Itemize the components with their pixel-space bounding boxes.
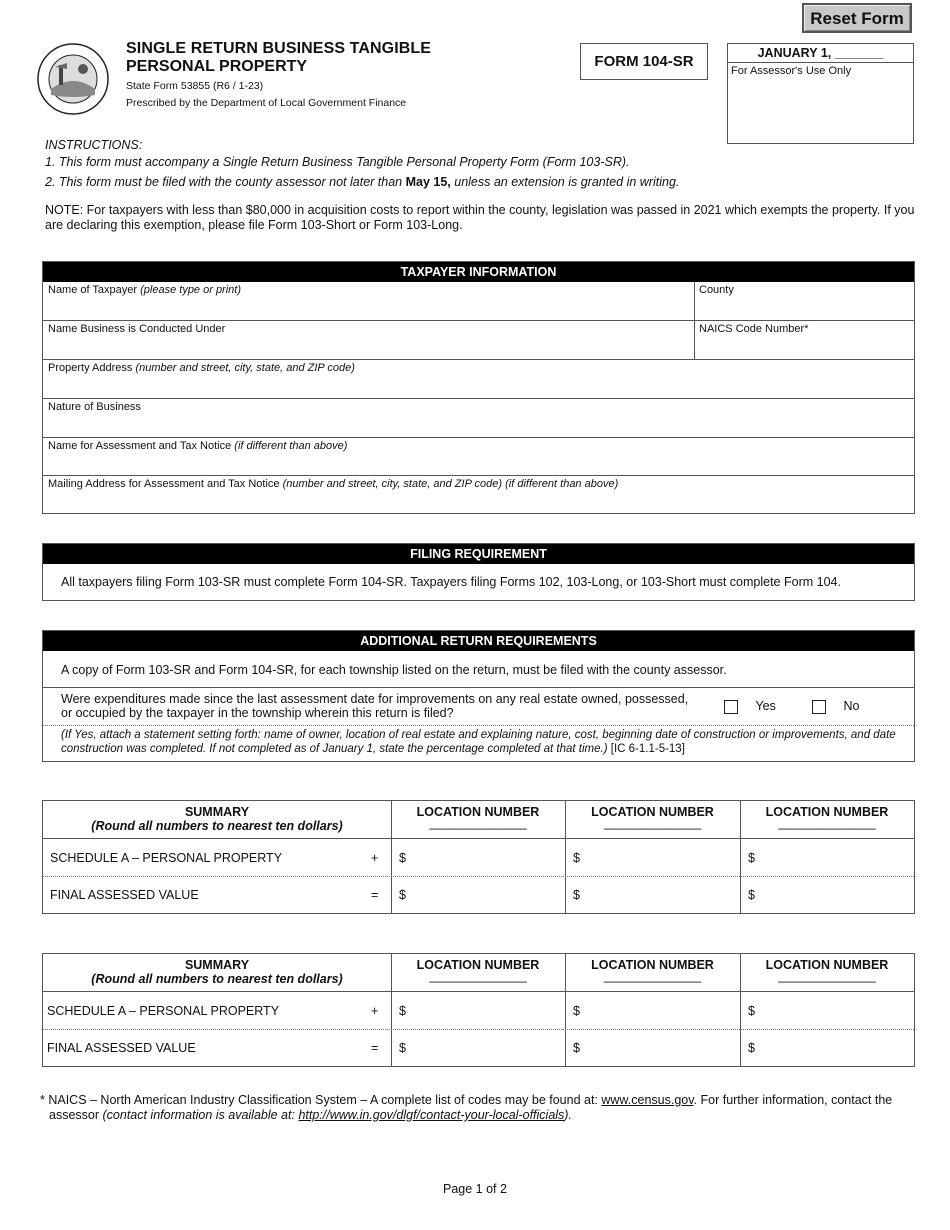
expenditures-question: Were expenditures made since the last assessment date for improvements on any real estate owned, possessed, or occupied by the taxpayer in the township wherein this return is filed? — [61, 692, 689, 720]
naics-footnote — [40, 1093, 919, 1123]
location-number-line: ______________ — [778, 969, 876, 983]
mailing-address-note: (number and street, city, state, and ZIP code) (if different than above) — [282, 478, 619, 490]
schedule-a-value-1[interactable]: $ — [399, 1004, 406, 1018]
copy-requirement-text: A copy of Form 103-SR and Form 104-SR, for each township listed on the return, must be filed with the county assessor. — [61, 663, 727, 677]
final-assessed-value-3[interactable]: $ — [748, 1041, 755, 1055]
schedule-a-value-3[interactable]: $ — [748, 851, 755, 865]
schedule-a-value-2[interactable]: $ — [573, 1004, 580, 1018]
summary-subtitle: (Round all numbers to nearest ten dollars) — [91, 972, 343, 986]
local-officials-link[interactable]: http://www.in.gov/dlgf/contact-your-local-officials — [298, 1108, 565, 1122]
location-number-label: LOCATION NUMBER — [591, 958, 714, 972]
location-number-header-1[interactable] — [391, 805, 565, 828]
attach-statement-italic: (If Yes, attach a statement setting forth: name of owner, location of real estate and explaining nature, cost, beginning date of construction or improvements, and date construction was completed. If not completed as of January 1, state the percentage completed at that time.) — [61, 729, 896, 755]
naics-code-label: NAICS Code Number* — [699, 323, 809, 335]
mailing-address-field[interactable] — [43, 476, 914, 513]
form-title-line1: SINGLE RETURN BUSINESS TANGIBLE — [126, 40, 432, 57]
no-checkbox[interactable] — [812, 700, 826, 714]
summary-subtitle: (Round all numbers to nearest ten dollars) — [91, 819, 343, 833]
plus-operator: + — [371, 851, 379, 865]
reset-form-button[interactable]: Reset Form — [802, 3, 912, 33]
notice-name-field[interactable] — [43, 438, 914, 475]
location-number-line: ______________ — [603, 816, 702, 830]
instruction-item-2-post: unless an extension is granted in writing. — [450, 175, 680, 189]
page-number: Page 1 of 2 — [443, 1182, 507, 1196]
assessor-use-box — [727, 43, 914, 144]
filing-requirement-section — [42, 543, 915, 601]
summary-title — [43, 805, 391, 833]
instruction-item-2 — [45, 175, 679, 189]
form-number-box: FORM 104-SR — [580, 43, 708, 80]
final-assessed-value-2[interactable]: $ — [573, 1041, 580, 1055]
additional-requirements-header: ADDITIONAL RETURN REQUIREMENTS — [43, 631, 914, 651]
footnote-italic-post: ). — [564, 1108, 572, 1122]
location-number-line: ______________ — [778, 816, 876, 830]
location-number-label: LOCATION NUMBER — [765, 805, 889, 819]
property-address-note: (number and street, city, state, and ZIP code) — [135, 362, 355, 374]
instruction-item-1: 1. This form must accompany a Single Return Business Tangible Personal Property Form (Form 103-SR). — [45, 155, 630, 169]
no-label: No — [843, 699, 860, 713]
state-form-number: State Form 53855 (R6 / 1-23) — [126, 80, 264, 92]
census-link[interactable]: www.census.gov — [601, 1093, 694, 1107]
notice-name-note: (if different than above) — [234, 440, 348, 452]
location-number-label: LOCATION NUMBER — [416, 805, 540, 819]
instruction-item-2-deadline: May 15, — [405, 175, 451, 189]
no-option[interactable] — [812, 699, 859, 714]
location-number-label: LOCATION NUMBER — [591, 805, 714, 819]
schedule-a-label: SCHEDULE A – PERSONAL PROPERTY — [47, 1004, 280, 1018]
location-number-line: ______________ — [429, 816, 527, 830]
property-address-label: Property Address — [48, 362, 136, 374]
final-assessed-value-3[interactable]: $ — [748, 888, 755, 902]
schedule-a-value-1[interactable]: $ — [399, 851, 406, 865]
attach-statement-instructions — [61, 728, 896, 756]
business-name-field[interactable] — [43, 321, 694, 359]
filing-requirement-text: All taxpayers filing Form 103-SR must complete Form 104-SR. Taxpayers filing Forms 102, 103-Long, or 103-Short must complete Form 104. — [61, 575, 841, 589]
property-address-field[interactable] — [43, 360, 914, 398]
final-assessed-value-1[interactable]: $ — [399, 1041, 406, 1055]
summary-table-2 — [42, 953, 915, 1067]
taxpayer-information-section — [42, 261, 915, 514]
yes-checkbox[interactable] — [724, 700, 738, 714]
taxpayer-name-note: (please type or print) — [140, 284, 242, 296]
location-number-header-2[interactable] — [565, 805, 740, 828]
form-title-line2: PERSONAL PROPERTY — [126, 58, 308, 75]
plus-operator: + — [371, 1004, 379, 1018]
schedule-a-label: SCHEDULE A – PERSONAL PROPERTY — [50, 851, 283, 865]
mailing-address-label: Mailing Address for Assessment and Tax Notice — [48, 478, 283, 490]
filing-requirement-header: FILING REQUIREMENT — [43, 544, 914, 564]
summary-title — [43, 958, 391, 986]
business-name-label: Name Business is Conducted Under — [48, 323, 226, 335]
naics-code-field[interactable] — [694, 321, 914, 359]
schedule-a-value-3[interactable]: $ — [748, 1004, 755, 1018]
taxpayer-name-label: Name of Taxpayer — [48, 284, 141, 296]
county-label: County — [699, 284, 734, 296]
summary-title-text: SUMMARY — [184, 958, 250, 972]
final-assessed-label: FINAL ASSESSED VALUE — [50, 888, 199, 902]
assessor-label: For Assessor's Use Only — [731, 65, 852, 77]
location-number-header-3[interactable] — [740, 805, 914, 828]
location-number-line: ______________ — [603, 969, 702, 983]
exemption-note: NOTE: For taxpayers with less than $80,000 in acquisition costs to report within the county, legislation was passed in 2021 which exempts the property. If you are declaring this exemption, please file Form 103-Short or Form 103-Long. — [45, 203, 915, 232]
yes-option[interactable] — [724, 699, 776, 714]
taxpayer-name-field[interactable] — [43, 282, 694, 320]
attach-statement-citation: [IC 6-1.1-5-13] — [607, 743, 685, 755]
instructions-heading: INSTRUCTIONS: — [45, 138, 143, 152]
notice-name-label: Name for Assessment and Tax Notice — [48, 440, 235, 452]
additional-requirements-section — [42, 630, 915, 762]
instruction-item-2-pre: 2. This form must be filed with the county assessor not later than — [45, 175, 406, 189]
location-number-header-2[interactable] — [565, 958, 740, 981]
location-number-label: LOCATION NUMBER — [765, 958, 889, 972]
taxpayer-information-header: TAXPAYER INFORMATION — [43, 262, 914, 282]
county-field[interactable] — [694, 282, 914, 320]
nature-of-business-label: Nature of Business — [48, 401, 141, 413]
nature-of-business-field[interactable] — [43, 399, 914, 437]
final-assessed-value-1[interactable]: $ — [399, 888, 406, 902]
assessor-date: JANUARY 1, _______ — [728, 44, 913, 63]
footnote-pre: * NAICS – North American Industry Classification System – A complete list of codes may be found at: — [40, 1093, 602, 1107]
final-assessed-value-2[interactable]: $ — [573, 888, 580, 902]
schedule-a-value-2[interactable]: $ — [573, 851, 580, 865]
location-number-header-3[interactable] — [740, 958, 914, 981]
summary-table-1 — [42, 800, 915, 914]
final-assessed-label: FINAL ASSESSED VALUE — [47, 1041, 196, 1055]
summary-title-text: SUMMARY — [184, 805, 250, 819]
location-number-label: LOCATION NUMBER — [416, 958, 540, 972]
location-number-header-1[interactable] — [391, 958, 565, 981]
prescribed-by: Prescribed by the Department of Local Government Finance — [126, 97, 407, 109]
footnote-italic-pre: (contact information is available at: — [102, 1108, 299, 1122]
location-number-line: ______________ — [429, 969, 527, 983]
equals-operator: = — [371, 1041, 379, 1055]
state-seal-icon — [37, 43, 109, 115]
footnote-mid: . For further information, contact the assessor — [49, 1093, 893, 1122]
yes-label: Yes — [755, 699, 776, 713]
equals-operator: = — [371, 888, 379, 902]
